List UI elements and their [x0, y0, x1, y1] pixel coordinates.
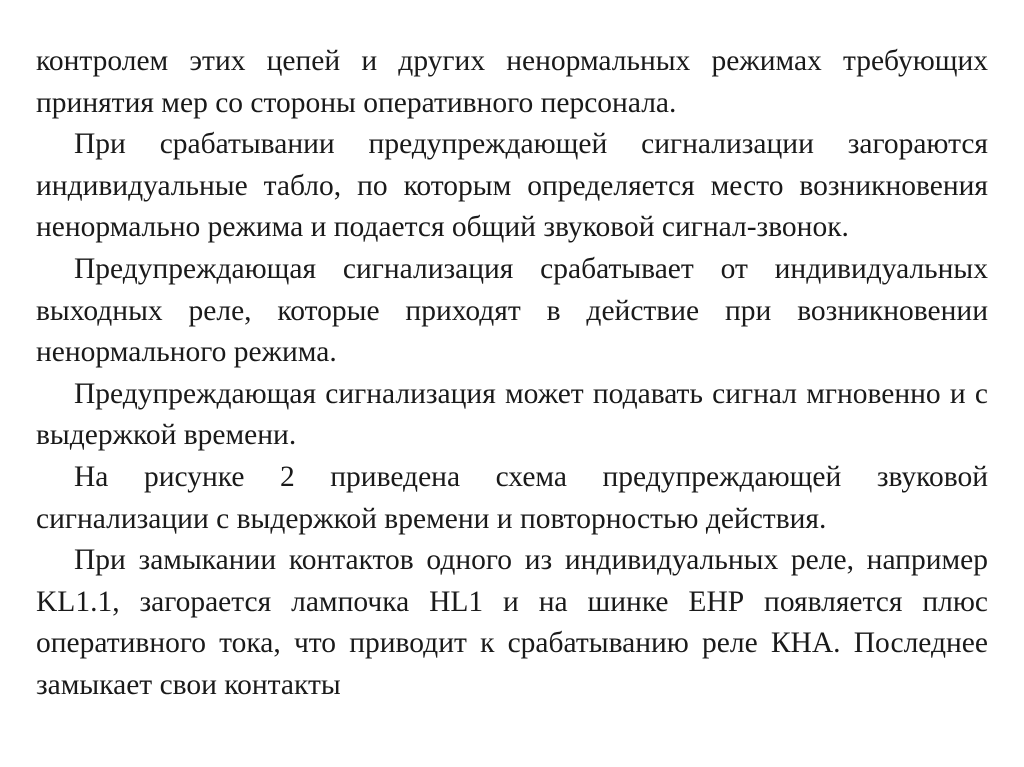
- paragraph-6: При замыкании контактов одного из индивидуальных реле, например KL1.1, загорается лампочка HL1 и на шинке ЕНР появляется плюс оперативного тока, что приводит к срабатыванию реле КНА. Последнее замыкает свои контакты: [36, 544, 988, 701]
- paragraph-1: контролем этих цепей и других ненормальных режимах требующих принятия мер со стороны оперативного персонала.: [36, 45, 988, 119]
- paragraph-4: Предупреждающая сигнализация может подавать сигнал мгновенно и с выдержкой времени.: [36, 377, 988, 452]
- paragraph-5: На рисунке 2 приведена схема предупреждающей звуковой сигнализации с выдержкой времени и повторностью действия.: [36, 460, 988, 535]
- paragraph-2: При срабатывании предупреждающей сигнализации загораются индивидуальные табло, по которым определяется место возникновения ненормально режима и подается общий звуковой сигнал-звонок.: [36, 128, 988, 244]
- paragraph-3: Предупреждающая сигнализация срабатывает от индивидуальных выходных реле, которые приходят в действие при возникновении ненормального режима.: [36, 252, 988, 369]
